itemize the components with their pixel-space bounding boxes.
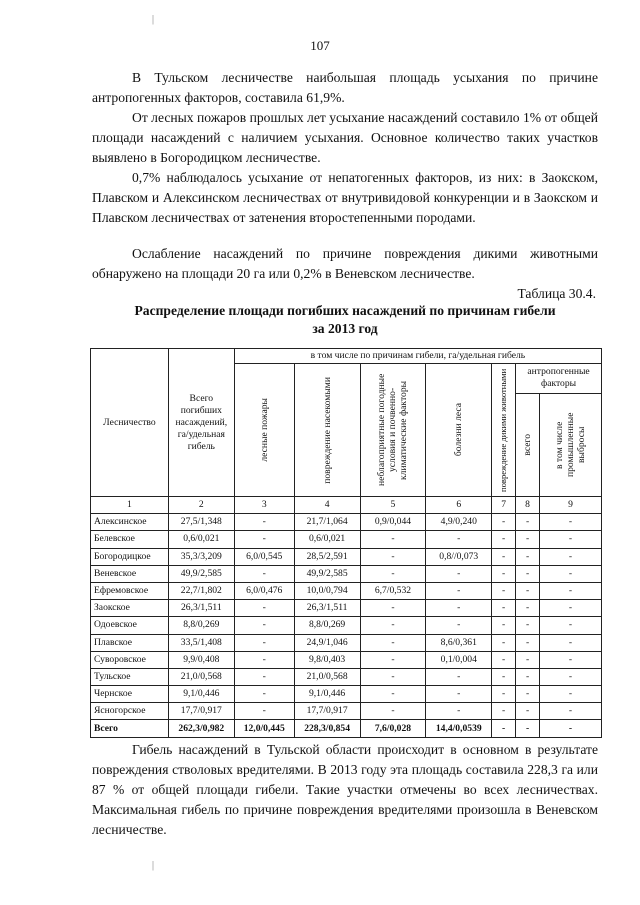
table-cell: -: [516, 582, 540, 599]
total-cell: 262,3/0,982: [168, 720, 234, 737]
header-animals: [492, 364, 516, 497]
table-cell: 21,0/0,568: [294, 668, 360, 685]
column-numbers-row: [91, 497, 602, 514]
paragraph-4-text: Ослабление насаждений по причине повреждения дикими животными обнаружено на площади 20 га или 0,2% в Веневском лесничестве.: [92, 246, 598, 281]
forestry-name-cell: Ясногорское: [91, 703, 169, 720]
table-cell: 8,6/0,361: [426, 634, 492, 651]
table-cell: -: [492, 514, 516, 531]
table-cell: 26,3/1,511: [168, 600, 234, 617]
table-cell: 33,5/1,408: [168, 634, 234, 651]
table-cell: -: [540, 668, 602, 685]
header-weather-text: неблагоприятные погодные условия и почвенно-климатические факторы: [376, 373, 410, 487]
table-row: [91, 703, 602, 720]
paragraph-2-text: От лесных пожаров прошлых лет усыхание насаждений составило 1% от общей площади насаждений с наличием усыхания. Основное количество таких участков выявлено в Богородицком лесничестве.: [92, 110, 598, 165]
header-weather: [360, 364, 426, 497]
total-cell: 228,3/0,854: [294, 720, 360, 737]
table-cell: -: [426, 668, 492, 685]
table-cell: 6,0/0,476: [234, 582, 294, 599]
header-insects-text: повреждение насекомыми: [321, 376, 333, 484]
table-cell: 0,1/0,004: [426, 651, 492, 668]
table-cell: -: [234, 617, 294, 634]
forestry-name-cell: Веневское: [91, 565, 169, 582]
table-row: [91, 686, 602, 703]
closing-paragraph: [92, 740, 598, 840]
table-row: [91, 617, 602, 634]
table-cell: -: [540, 651, 602, 668]
table-cell: -: [234, 668, 294, 685]
page-number: 107: [310, 38, 330, 53]
table-cell: -: [426, 565, 492, 582]
table-cell: -: [360, 600, 426, 617]
table-cell: -: [360, 668, 426, 685]
column-number: 8: [516, 497, 540, 514]
table-cell: 8,8/0,269: [294, 617, 360, 634]
table-title-line-2: за 2013 год: [312, 321, 378, 336]
table-cell: -: [234, 686, 294, 703]
closing-paragraph-text: Гибель насаждений в Тульской области происходит в основном в результате повреждения стволовых вредителями. В 2013 году эта площадь составила 228,3 га или 87 % от общей площади гибели. Такие участки отмечены во всех лесничествах. Максимальная гибель по причине повреждения вредителями произошла в Веневском лесничестве.: [92, 742, 598, 837]
table-cell: -: [492, 651, 516, 668]
table-row: [91, 514, 602, 531]
column-number: 5: [360, 497, 426, 514]
header-insects: [294, 364, 360, 497]
table-cell: -: [492, 668, 516, 685]
table-cell: 17,7/0,917: [168, 703, 234, 720]
table-cell: -: [540, 617, 602, 634]
table-cell: 9,8/0,403: [294, 651, 360, 668]
table-cell: -: [234, 600, 294, 617]
forestry-name-cell: Ефремовское: [91, 582, 169, 599]
column-number: 7: [492, 497, 516, 514]
forestry-name-cell: Богородицкое: [91, 548, 169, 565]
table-cell: -: [492, 686, 516, 703]
table-cell: -: [492, 548, 516, 565]
total-cell: -: [516, 720, 540, 737]
forestry-name-cell: Чернское: [91, 686, 169, 703]
table-cell: -: [540, 514, 602, 531]
table-cell: -: [540, 548, 602, 565]
table-cell: -: [492, 617, 516, 634]
table-cell: -: [540, 582, 602, 599]
table-cell: -: [426, 600, 492, 617]
table-cell: 8,8/0,269: [168, 617, 234, 634]
forestry-name-cell: Тульское: [91, 668, 169, 685]
table-cell: -: [234, 531, 294, 548]
paragraph-3: [92, 168, 598, 228]
table-cell: 24,9/1,046: [294, 634, 360, 651]
table-cell: 21,0/0,568: [168, 668, 234, 685]
table-cell: -: [492, 531, 516, 548]
table-cell: 28,5/2,591: [294, 548, 360, 565]
table-title: [92, 302, 598, 338]
total-cell: 12,0/0,445: [234, 720, 294, 737]
table-cell: -: [426, 582, 492, 599]
table-cell: 26,3/1,511: [294, 600, 360, 617]
table-cell: -: [540, 634, 602, 651]
table-cell: -: [360, 703, 426, 720]
header-fires-text: лесные пожары: [258, 398, 270, 462]
total-cell: -: [540, 720, 602, 737]
table-cell: -: [516, 617, 540, 634]
table-cell: -: [360, 651, 426, 668]
total-label-cell: Всего: [91, 720, 169, 737]
column-number: 3: [234, 497, 294, 514]
table-cell: 9,1/0,446: [294, 686, 360, 703]
table-cell: 49,9/2,585: [294, 565, 360, 582]
table-cell: -: [234, 651, 294, 668]
table-cell: 22,7/1,802: [168, 582, 234, 599]
table-cell: -: [492, 582, 516, 599]
table-cell: -: [516, 686, 540, 703]
paragraph-4: [92, 244, 598, 284]
header-anthro-total: [516, 393, 540, 496]
table-cell: -: [516, 548, 540, 565]
table-cell: 49,9/2,585: [168, 565, 234, 582]
table-cell: -: [426, 531, 492, 548]
table-cell: 35,3/3,209: [168, 548, 234, 565]
table-cell: -: [360, 617, 426, 634]
table-cell: -: [540, 686, 602, 703]
column-number: 6: [426, 497, 492, 514]
table-cell: 6,7/0,532: [360, 582, 426, 599]
table-cell: 0,8//0,073: [426, 548, 492, 565]
table-cell: -: [426, 686, 492, 703]
table-cell: 9,1/0,446: [168, 686, 234, 703]
table-cell: -: [360, 548, 426, 565]
table-cell: -: [426, 703, 492, 720]
paragraph-3-text: 0,7% наблюдалось усыхание от непатогенных факторов, из них: в Заокском, Плавском и Алексинском лесничествах от внутривидовой конкуренции и в Заокском и Плавском лесничествах от затенения второстепенными породами.: [92, 170, 598, 225]
scan-mark: |: [152, 860, 155, 871]
column-number: 2: [168, 497, 234, 514]
table-body: [91, 514, 602, 737]
total-cell: 7,6/0,028: [360, 720, 426, 737]
header-disease: [426, 364, 492, 497]
table-cell: -: [516, 600, 540, 617]
header-industrial-text: в том числе промышленные выбросы: [554, 412, 588, 478]
table-cell: 9,9/0,408: [168, 651, 234, 668]
table-cell: -: [516, 565, 540, 582]
paragraph-2: [92, 108, 598, 168]
scan-mark: |: [152, 14, 155, 25]
table-cell: -: [426, 617, 492, 634]
header-fires: [234, 364, 294, 497]
forestry-name-cell: Плавское: [91, 634, 169, 651]
deaths-table: [90, 348, 602, 738]
table-row: [91, 531, 602, 548]
table-cell: -: [516, 514, 540, 531]
table-row: [91, 565, 602, 582]
header-anthropogenic: антропогенные факторы: [516, 364, 602, 394]
table-cell: -: [540, 600, 602, 617]
table-cell: -: [360, 565, 426, 582]
table-cell: 10,0/0,794: [294, 582, 360, 599]
total-row: [91, 720, 602, 737]
table-cell: -: [492, 600, 516, 617]
table-cell: -: [360, 686, 426, 703]
table-cell: 6,0/0,545: [234, 548, 294, 565]
table-cell: 0,6/0,021: [294, 531, 360, 548]
table-cell: -: [540, 703, 602, 720]
header-industrial: [540, 393, 602, 496]
header-disease-text: болезни леса: [453, 403, 465, 457]
table-row: [91, 600, 602, 617]
table-cell: 17,7/0,917: [294, 703, 360, 720]
table-cell: -: [516, 651, 540, 668]
header-forestry: Лесничество: [91, 349, 169, 497]
table-caption: Таблица 30.4.: [517, 286, 596, 301]
table-cell: -: [360, 531, 426, 548]
table-cell: -: [360, 634, 426, 651]
column-number: 9: [540, 497, 602, 514]
table-cell: -: [516, 668, 540, 685]
table-row: [91, 548, 602, 565]
table-cell: 4,9/0,240: [426, 514, 492, 531]
paragraph-1-text: В Тульском лесничестве наибольшая площадь усыхания по причине антропогенных факторов, составила 61,9%.: [92, 70, 598, 105]
header-total: Всего погибших насаждений, га/удельная гибель: [168, 349, 234, 497]
table-cell: -: [234, 565, 294, 582]
forestry-name-cell: Заокское: [91, 600, 169, 617]
header-anthro-total-text: всего: [522, 434, 534, 456]
forestry-name-cell: Суворовское: [91, 651, 169, 668]
table-cell: -: [540, 565, 602, 582]
table-cell: -: [234, 634, 294, 651]
table-cell: -: [492, 703, 516, 720]
table-row: [91, 634, 602, 651]
column-number: 1: [91, 497, 169, 514]
table-row: [91, 651, 602, 668]
table-row: [91, 668, 602, 685]
table-cell: -: [234, 514, 294, 531]
table-cell: 0,6/0,021: [168, 531, 234, 548]
table-cell: 27,5/1,348: [168, 514, 234, 531]
table-cell: -: [516, 531, 540, 548]
total-cell: 14,4/0,0539: [426, 720, 492, 737]
table-cell: -: [516, 703, 540, 720]
forestry-name-cell: Одоевское: [91, 617, 169, 634]
forestry-name-cell: Белевское: [91, 531, 169, 548]
header-animals-text: повреждение дикими животными: [498, 368, 509, 492]
header-causes-group: в том числе по причинам гибели, га/удельная гибель: [234, 349, 601, 364]
table-cell: -: [492, 565, 516, 582]
column-number: 4: [294, 497, 360, 514]
total-cell: -: [492, 720, 516, 737]
table-row: [91, 582, 602, 599]
table-cell: 21,7/1,064: [294, 514, 360, 531]
forestry-name-cell: Алексинское: [91, 514, 169, 531]
table-cell: -: [540, 531, 602, 548]
table-cell: -: [234, 703, 294, 720]
table-cell: -: [516, 634, 540, 651]
table-cell: -: [492, 634, 516, 651]
table-cell: 0,9/0,044: [360, 514, 426, 531]
paragraph-1: [92, 68, 598, 108]
table-title-line-1: Распределение площади погибших насаждений по причинам гибели: [134, 303, 556, 318]
